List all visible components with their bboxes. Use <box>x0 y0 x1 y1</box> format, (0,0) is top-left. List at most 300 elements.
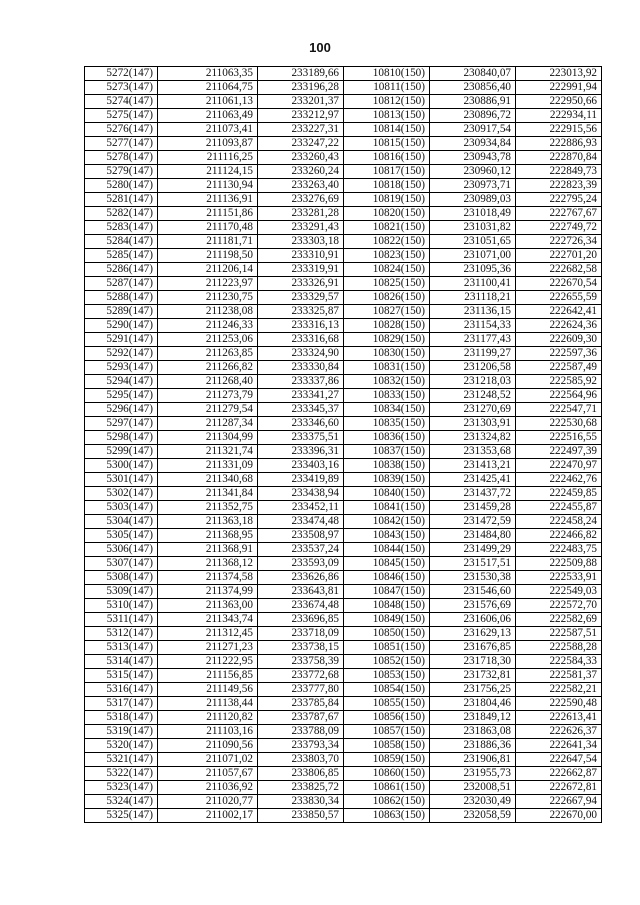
table-cell: 211287,34 <box>158 417 258 431</box>
table-cell: 222549,03 <box>516 585 602 599</box>
table-cell: 211151,86 <box>158 207 258 221</box>
table-cell: 5290(147) <box>85 319 158 333</box>
table-cell: 222516,55 <box>516 431 602 445</box>
table-cell: 5304(147) <box>85 515 158 529</box>
table-cell: 211036,92 <box>158 781 258 795</box>
table-cell: 211374,99 <box>158 585 258 599</box>
table-cell: 230840,07 <box>430 67 516 81</box>
table-cell: 231484,80 <box>430 529 516 543</box>
table-cell: 10856(150) <box>344 711 430 725</box>
table-cell: 233196,28 <box>258 81 344 95</box>
table-cell: 5299(147) <box>85 445 158 459</box>
page-number: 100 <box>309 40 331 55</box>
table-cell: 222642,41 <box>516 305 602 319</box>
table-cell: 222870,84 <box>516 151 602 165</box>
table-cell: 232058,59 <box>430 809 516 823</box>
table-cell: 233785,84 <box>258 697 344 711</box>
table-cell: 233260,43 <box>258 151 344 165</box>
table-cell: 222530,68 <box>516 417 602 431</box>
table-cell: 5318(147) <box>85 711 158 725</box>
table-cell: 10851(150) <box>344 641 430 655</box>
table-cell: 233850,57 <box>258 809 344 823</box>
table-cell: 222950,66 <box>516 95 602 109</box>
table-cell: 233291,43 <box>258 221 344 235</box>
table-cell: 222662,87 <box>516 767 602 781</box>
table-cell: 233718,09 <box>258 627 344 641</box>
table-row <box>85 417 602 431</box>
table-cell: 211061,13 <box>158 95 258 109</box>
table-cell: 10845(150) <box>344 557 430 571</box>
table-cell: 233303,18 <box>258 235 344 249</box>
table-cell: 5303(147) <box>85 501 158 515</box>
table-cell: 222667,94 <box>516 795 602 809</box>
table-cell: 211124,15 <box>158 165 258 179</box>
table-cell: 5293(147) <box>85 361 158 375</box>
table-cell: 233419,89 <box>258 473 344 487</box>
table-row <box>85 151 602 165</box>
table-cell: 211222,95 <box>158 655 258 669</box>
table-cell: 231425,41 <box>430 473 516 487</box>
table-cell: 233281,28 <box>258 207 344 221</box>
table-cell: 5287(147) <box>85 277 158 291</box>
table-row <box>85 809 602 823</box>
table-cell: 232008,51 <box>430 781 516 795</box>
table-row <box>85 193 602 207</box>
table-cell: 233738,15 <box>258 641 344 655</box>
table-cell: 5272(147) <box>85 67 158 81</box>
table-cell: 233345,37 <box>258 403 344 417</box>
table-row <box>85 487 602 501</box>
table-cell: 5305(147) <box>85 529 158 543</box>
table-cell: 10860(150) <box>344 767 430 781</box>
table-cell: 10836(150) <box>344 431 430 445</box>
table-cell: 231031,82 <box>430 221 516 235</box>
table-cell: 231303,91 <box>430 417 516 431</box>
table-cell: 231353,68 <box>430 445 516 459</box>
table-cell: 10817(150) <box>344 165 430 179</box>
table-cell: 5283(147) <box>85 221 158 235</box>
table-cell: 231804,46 <box>430 697 516 711</box>
table-cell: 211343,74 <box>158 613 258 627</box>
table-cell: 10811(150) <box>344 81 430 95</box>
table-cell: 222587,51 <box>516 627 602 641</box>
table-cell: 5279(147) <box>85 165 158 179</box>
table-row <box>85 711 602 725</box>
table-row <box>85 305 602 319</box>
table-cell: 5316(147) <box>85 683 158 697</box>
table-cell: 10831(150) <box>344 361 430 375</box>
table-cell: 230960,12 <box>430 165 516 179</box>
table-cell: 233758,39 <box>258 655 344 669</box>
table-cell: 10848(150) <box>344 599 430 613</box>
table-cell: 10854(150) <box>344 683 430 697</box>
table-cell: 222584,33 <box>516 655 602 669</box>
table-cell: 222582,21 <box>516 683 602 697</box>
table-row <box>85 739 602 753</box>
table-cell: 233787,67 <box>258 711 344 725</box>
table-row <box>85 725 602 739</box>
table-cell: 5281(147) <box>85 193 158 207</box>
table-cell: 222670,00 <box>516 809 602 823</box>
table-row <box>85 221 602 235</box>
table-cell: 233508,97 <box>258 529 344 543</box>
table-cell: 222588,28 <box>516 641 602 655</box>
table-cell: 211312,45 <box>158 627 258 641</box>
table-cell: 233793,34 <box>258 739 344 753</box>
table-cell: 211238,08 <box>158 305 258 319</box>
table-cell: 10821(150) <box>344 221 430 235</box>
table-cell: 10835(150) <box>344 417 430 431</box>
table-cell: 233346,60 <box>258 417 344 431</box>
table-cell: 222749,72 <box>516 221 602 235</box>
table-row <box>85 753 602 767</box>
table-row <box>85 375 602 389</box>
table-cell: 10861(150) <box>344 781 430 795</box>
table-cell: 5321(147) <box>85 753 158 767</box>
table-cell: 211116,25 <box>158 151 258 165</box>
table-cell: 222564,96 <box>516 389 602 403</box>
table-cell: 10825(150) <box>344 277 430 291</box>
table-cell: 231118,21 <box>430 291 516 305</box>
table-cell: 222624,36 <box>516 319 602 333</box>
table-cell: 231530,38 <box>430 571 516 585</box>
table-cell: 10822(150) <box>344 235 430 249</box>
table-cell: 211341,84 <box>158 487 258 501</box>
table-cell: 10828(150) <box>344 319 430 333</box>
table-cell: 211130,94 <box>158 179 258 193</box>
table-cell: 10829(150) <box>344 333 430 347</box>
table-cell: 233329,57 <box>258 291 344 305</box>
table-cell: 222626,37 <box>516 725 602 739</box>
table-cell: 233643,81 <box>258 585 344 599</box>
table-cell: 222585,92 <box>516 375 602 389</box>
table-cell: 5297(147) <box>85 417 158 431</box>
table-cell: 5285(147) <box>85 249 158 263</box>
table-cell: 10814(150) <box>344 123 430 137</box>
table-cell: 222609,30 <box>516 333 602 347</box>
table-cell: 211271,23 <box>158 641 258 655</box>
table-cell: 5286(147) <box>85 263 158 277</box>
table-row <box>85 543 602 557</box>
table-row <box>85 473 602 487</box>
table-cell: 222462,76 <box>516 473 602 487</box>
table-cell: 5298(147) <box>85 431 158 445</box>
table-row <box>85 291 602 305</box>
table-cell: 211331,09 <box>158 459 258 473</box>
table-row <box>85 333 602 347</box>
table-cell: 231718,30 <box>430 655 516 669</box>
table-cell: 231546,60 <box>430 585 516 599</box>
table-cell: 231095,36 <box>430 263 516 277</box>
table-cell: 5278(147) <box>85 151 158 165</box>
table-cell: 231459,28 <box>430 501 516 515</box>
table-cell: 222533,91 <box>516 571 602 585</box>
table-cell: 231517,51 <box>430 557 516 571</box>
table-cell: 222767,67 <box>516 207 602 221</box>
table-cell: 222547,71 <box>516 403 602 417</box>
table-cell: 231177,43 <box>430 333 516 347</box>
table-cell: 211156,85 <box>158 669 258 683</box>
table-row <box>85 137 602 151</box>
table-cell: 231849,12 <box>430 711 516 725</box>
table-cell: 211253,06 <box>158 333 258 347</box>
table-cell: 10830(150) <box>344 347 430 361</box>
table-row <box>85 81 602 95</box>
table-cell: 211063,49 <box>158 109 258 123</box>
table-cell: 233247,22 <box>258 137 344 151</box>
table-row <box>85 445 602 459</box>
table-cell: 231955,73 <box>430 767 516 781</box>
table-cell: 5306(147) <box>85 543 158 557</box>
table-row <box>85 95 602 109</box>
table-cell: 231576,69 <box>430 599 516 613</box>
table-cell: 5309(147) <box>85 585 158 599</box>
table-cell: 231863,08 <box>430 725 516 739</box>
table-cell: 10840(150) <box>344 487 430 501</box>
table-cell: 231218,03 <box>430 375 516 389</box>
table-cell: 10863(150) <box>344 809 430 823</box>
table-cell: 211268,40 <box>158 375 258 389</box>
table-cell: 10853(150) <box>344 669 430 683</box>
table-cell: 10857(150) <box>344 725 430 739</box>
table-cell: 230934,84 <box>430 137 516 151</box>
table-cell: 10832(150) <box>344 375 430 389</box>
table-cell: 233325,87 <box>258 305 344 319</box>
table-cell: 222641,34 <box>516 739 602 753</box>
table-cell: 211198,50 <box>158 249 258 263</box>
table-cell: 211368,95 <box>158 529 258 543</box>
table-cell: 5310(147) <box>85 599 158 613</box>
table-cell: 231051,65 <box>430 235 516 249</box>
table-row <box>85 249 602 263</box>
table-row <box>85 277 602 291</box>
table-cell: 231756,25 <box>430 683 516 697</box>
table-cell: 233227,31 <box>258 123 344 137</box>
table-cell: 10844(150) <box>344 543 430 557</box>
coordinates-table-body <box>85 67 602 823</box>
table-cell: 5273(147) <box>85 81 158 95</box>
table-row <box>85 571 602 585</box>
table-row <box>85 501 602 515</box>
table-cell: 10819(150) <box>344 193 430 207</box>
table-cell: 10820(150) <box>344 207 430 221</box>
table-cell: 230973,71 <box>430 179 516 193</box>
table-cell: 233189,66 <box>258 67 344 81</box>
table-row <box>85 431 602 445</box>
table-cell: 233260,24 <box>258 165 344 179</box>
table-cell: 5291(147) <box>85 333 158 347</box>
table-cell: 10827(150) <box>344 305 430 319</box>
table-row <box>85 319 602 333</box>
table-cell: 222483,75 <box>516 543 602 557</box>
table-cell: 211246,33 <box>158 319 258 333</box>
table-cell: 231018,49 <box>430 207 516 221</box>
table-cell: 233772,68 <box>258 669 344 683</box>
table-cell: 211071,02 <box>158 753 258 767</box>
table-cell: 222726,34 <box>516 235 602 249</box>
table-cell: 222613,41 <box>516 711 602 725</box>
table-cell: 222470,97 <box>516 459 602 473</box>
table-cell: 211321,74 <box>158 445 258 459</box>
table-cell: 233830,34 <box>258 795 344 809</box>
table-cell: 222581,37 <box>516 669 602 683</box>
table-cell: 211020,77 <box>158 795 258 809</box>
table-cell: 5314(147) <box>85 655 158 669</box>
table-cell: 233319,91 <box>258 263 344 277</box>
table-cell: 231270,69 <box>430 403 516 417</box>
table-cell: 233806,85 <box>258 767 344 781</box>
table-cell: 231606,06 <box>430 613 516 627</box>
table-cell: 211057,67 <box>158 767 258 781</box>
table-cell: 10842(150) <box>344 515 430 529</box>
table-cell: 211230,75 <box>158 291 258 305</box>
table-cell: 233201,37 <box>258 95 344 109</box>
table-cell: 222572,70 <box>516 599 602 613</box>
table-cell: 231629,13 <box>430 627 516 641</box>
table-cell: 5301(147) <box>85 473 158 487</box>
table-cell: 222587,49 <box>516 361 602 375</box>
coordinates-table <box>84 66 602 823</box>
table-row <box>85 361 602 375</box>
table-cell: 10839(150) <box>344 473 430 487</box>
table-cell: 230917,54 <box>430 123 516 137</box>
table-cell: 222823,39 <box>516 179 602 193</box>
table-cell: 5308(147) <box>85 571 158 585</box>
table-cell: 233316,13 <box>258 319 344 333</box>
table-cell: 211340,68 <box>158 473 258 487</box>
table-cell: 10812(150) <box>344 95 430 109</box>
table-cell: 231906,81 <box>430 753 516 767</box>
table-cell: 5324(147) <box>85 795 158 809</box>
table-cell: 230856,40 <box>430 81 516 95</box>
table-cell: 10859(150) <box>344 753 430 767</box>
table-cell: 222682,58 <box>516 263 602 277</box>
table-cell: 231472,59 <box>430 515 516 529</box>
table-cell: 233537,24 <box>258 543 344 557</box>
table-cell: 222655,59 <box>516 291 602 305</box>
table-row <box>85 655 602 669</box>
table-cell: 231886,36 <box>430 739 516 753</box>
table-cell: 5284(147) <box>85 235 158 249</box>
table-cell: 5315(147) <box>85 669 158 683</box>
table-cell: 233626,86 <box>258 571 344 585</box>
table-cell: 233593,09 <box>258 557 344 571</box>
table-cell: 233212,97 <box>258 109 344 123</box>
table-cell: 5300(147) <box>85 459 158 473</box>
table-cell: 5311(147) <box>85 613 158 627</box>
table-cell: 5322(147) <box>85 767 158 781</box>
table-cell: 233452,11 <box>258 501 344 515</box>
table-cell: 5274(147) <box>85 95 158 109</box>
table-cell: 231324,82 <box>430 431 516 445</box>
table-cell: 5282(147) <box>85 207 158 221</box>
table-cell: 231248,52 <box>430 389 516 403</box>
table-row <box>85 599 602 613</box>
table-row <box>85 179 602 193</box>
table-cell: 233396,31 <box>258 445 344 459</box>
table-cell: 223013,92 <box>516 67 602 81</box>
table-cell: 10818(150) <box>344 179 430 193</box>
table-cell: 211304,99 <box>158 431 258 445</box>
table-cell: 222670,54 <box>516 277 602 291</box>
table-cell: 211266,82 <box>158 361 258 375</box>
table-cell: 211181,71 <box>158 235 258 249</box>
table-cell: 233674,48 <box>258 599 344 613</box>
table-cell: 222849,73 <box>516 165 602 179</box>
table-cell: 230896,72 <box>430 109 516 123</box>
table-cell: 5323(147) <box>85 781 158 795</box>
table-cell: 5317(147) <box>85 697 158 711</box>
table-row <box>85 459 602 473</box>
table-cell: 10855(150) <box>344 697 430 711</box>
table-row <box>85 683 602 697</box>
table-cell: 10810(150) <box>344 67 430 81</box>
table-cell: 211374,58 <box>158 571 258 585</box>
table-cell: 233788,09 <box>258 725 344 739</box>
table-cell: 233403,16 <box>258 459 344 473</box>
table-cell: 5319(147) <box>85 725 158 739</box>
table-cell: 5296(147) <box>85 403 158 417</box>
table-cell: 10823(150) <box>344 249 430 263</box>
table-cell: 5280(147) <box>85 179 158 193</box>
table-cell: 233263,40 <box>258 179 344 193</box>
table-cell: 231100,41 <box>430 277 516 291</box>
table-cell: 233341,27 <box>258 389 344 403</box>
table-cell: 222582,69 <box>516 613 602 627</box>
table-row <box>85 585 602 599</box>
table-cell: 231437,72 <box>430 487 516 501</box>
table-cell: 211363,00 <box>158 599 258 613</box>
table-cell: 211279,54 <box>158 403 258 417</box>
table-cell: 5302(147) <box>85 487 158 501</box>
table-cell: 10858(150) <box>344 739 430 753</box>
table-cell: 5312(147) <box>85 627 158 641</box>
table-cell: 10850(150) <box>344 627 430 641</box>
table-cell: 211090,56 <box>158 739 258 753</box>
table-cell: 222455,87 <box>516 501 602 515</box>
table-cell: 222915,56 <box>516 123 602 137</box>
table-cell: 5307(147) <box>85 557 158 571</box>
table-cell: 10813(150) <box>344 109 430 123</box>
table-cell: 222934,11 <box>516 109 602 123</box>
table-cell: 211363,18 <box>158 515 258 529</box>
table-cell: 231732,81 <box>430 669 516 683</box>
table-cell: 222701,20 <box>516 249 602 263</box>
table-cell: 231676,85 <box>430 641 516 655</box>
table-row <box>85 767 602 781</box>
table-row <box>85 627 602 641</box>
table-row <box>85 403 602 417</box>
table-row <box>85 165 602 179</box>
table-cell: 233316,68 <box>258 333 344 347</box>
table-cell: 230989,03 <box>430 193 516 207</box>
table-cell: 211352,75 <box>158 501 258 515</box>
table-cell: 10816(150) <box>344 151 430 165</box>
table-cell: 222597,36 <box>516 347 602 361</box>
table-cell: 233310,91 <box>258 249 344 263</box>
table-cell: 230886,91 <box>430 95 516 109</box>
table-cell: 233696,85 <box>258 613 344 627</box>
table-cell: 5294(147) <box>85 375 158 389</box>
table-cell: 5292(147) <box>85 347 158 361</box>
table-cell: 211170,48 <box>158 221 258 235</box>
table-cell: 10824(150) <box>344 263 430 277</box>
table-cell: 231206,58 <box>430 361 516 375</box>
table-cell: 10838(150) <box>344 459 430 473</box>
table-cell: 211138,44 <box>158 697 258 711</box>
table-cell: 5277(147) <box>85 137 158 151</box>
table-cell: 5320(147) <box>85 739 158 753</box>
